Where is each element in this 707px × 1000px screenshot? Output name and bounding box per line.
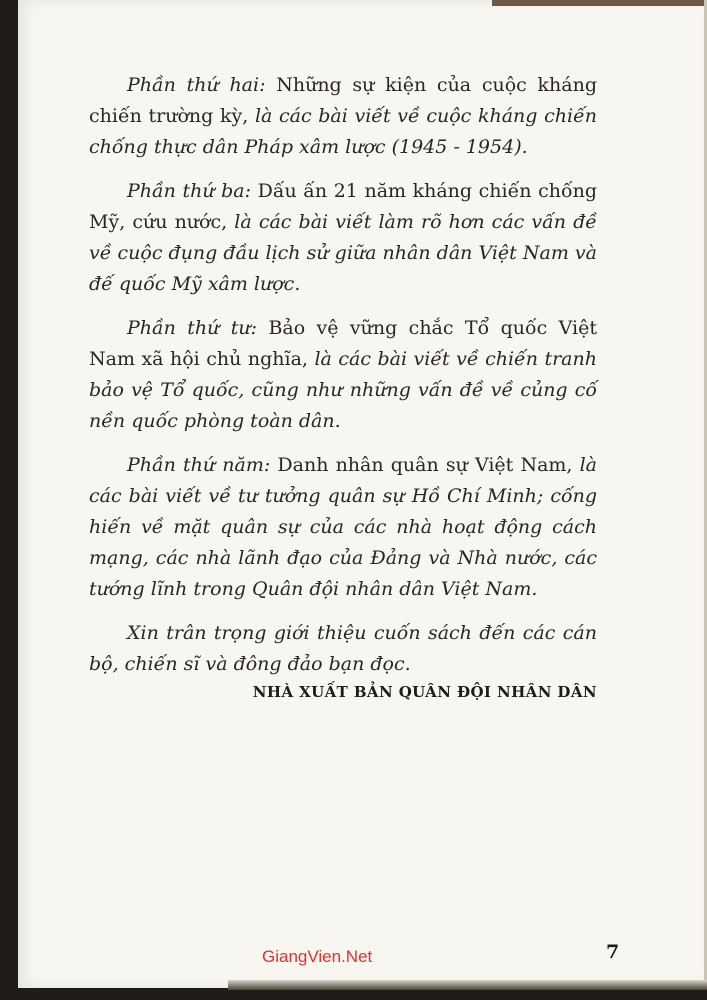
paragraph-part-two <box>89 70 597 163</box>
paragraph-part-five <box>89 450 597 605</box>
page-edge-top <box>492 0 707 6</box>
paragraph-lead: Phần thứ năm: <box>127 454 271 476</box>
paragraph-emphasis: là các bài viết về cuộc kháng chiến chống thực dân Pháp xâm lược (1945 - 1954). <box>89 105 597 158</box>
paragraph-plain: Dấu ấn 21 năm kháng chiến chống Mỹ, cứu nước, <box>89 180 597 233</box>
paragraph-lead: Phần thứ hai: <box>127 74 266 96</box>
paragraph-closing <box>89 618 597 680</box>
paragraph-plain: Danh nhân quân sự Việt Nam, <box>270 454 580 476</box>
paragraph-plain: Những sự kiện của cuộc kháng chiến trường kỳ, <box>89 74 598 127</box>
paragraph-emphasis: là các bài viết làm rõ hơn các vấn đề về cuộc đụng đầu lịch sử giữa nhân dân Việt Nam và đế quốc Mỹ xâm lược. <box>89 211 597 295</box>
paragraph-emphasis: là các bài viết về chiến tranh bảo vệ Tổ quốc, cũng như những vấn đề về củng cố nền quốc phòng toàn dân. <box>89 348 597 432</box>
page-number: 7 <box>606 941 620 963</box>
paragraph-emphasis: là các bài viết về tư tưởng quân sự Hồ Chí Minh; cống hiến về mặt quân sự của các nhà hoạt động cách mạng, các nhà lãnh đạo của Đảng và Nhà nước, các tướng lĩnh trong Quân đội nhân dân Việt Nam. <box>89 454 597 600</box>
site-watermark: GiangVien.Net <box>262 947 373 966</box>
paragraph-lead: Phần thứ tư: <box>127 317 258 339</box>
paragraph-lead: Phần thứ ba: <box>127 180 252 202</box>
paragraph-emphasis: Xin trân trọng giới thiệu cuốn sách đến các cán bộ, chiến sĩ và đông đảo bạn đọc. <box>89 622 597 675</box>
body-text <box>89 70 597 693</box>
paragraph-part-three <box>89 176 597 300</box>
publisher-signature: NHÀ XUẤT BẢN QUÂN ĐỘI NHÂN DÂN <box>252 683 597 701</box>
paragraph-plain: Bảo vệ vững chắc Tổ quốc Việt Nam xã hội chủ nghĩa, <box>89 317 597 370</box>
paragraph-part-four <box>89 313 597 437</box>
page-edge-bottom <box>228 980 707 990</box>
